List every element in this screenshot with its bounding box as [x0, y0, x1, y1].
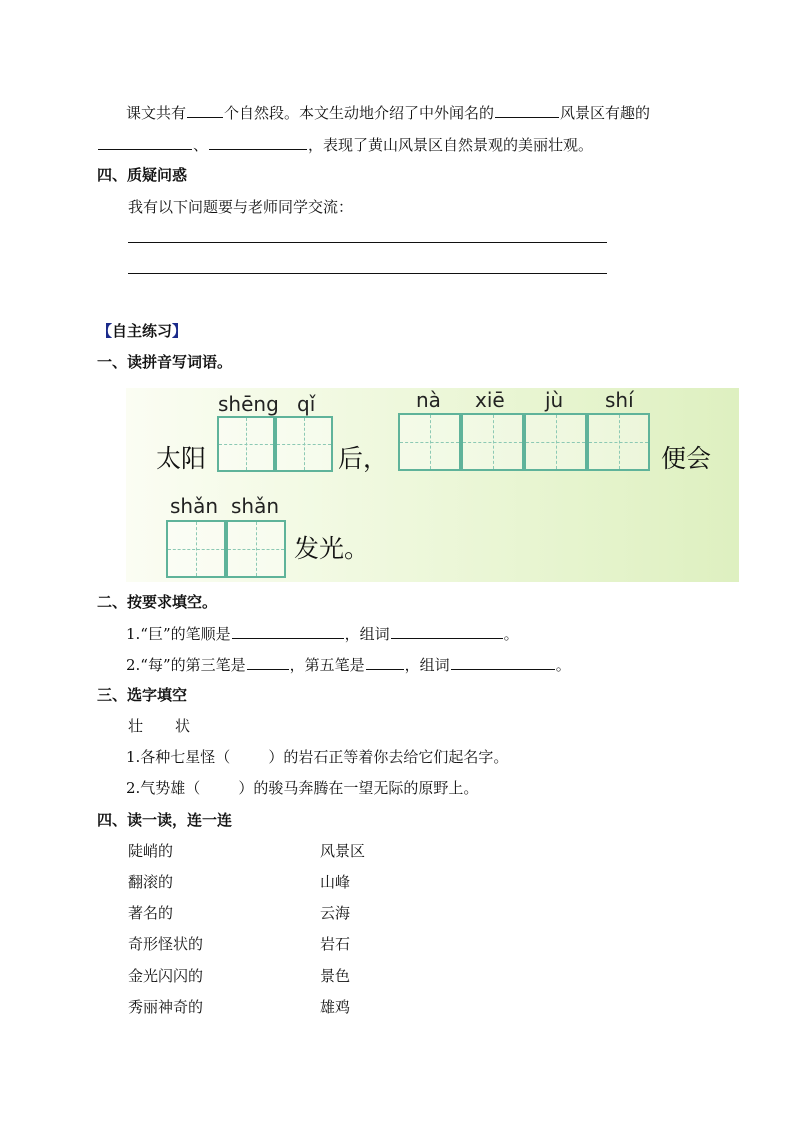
writing-box-qi[interactable]: [275, 416, 333, 472]
q2-item1-text-b: ，组词: [344, 625, 390, 643]
q2-item1-text-a: 1.“巨”的笔顺是: [126, 625, 231, 643]
blank-mei-word[interactable]: [451, 655, 555, 670]
blank-paragraph-count[interactable]: [187, 103, 223, 118]
pinyin-shi: shí: [605, 388, 634, 412]
writing-box-shan-2[interactable]: [226, 520, 286, 578]
questions-heading: 四、质疑问惑: [97, 166, 188, 184]
q2-item2-text-a: 2.“每”的第三笔是: [126, 656, 246, 674]
blank-mei-fifth-stroke[interactable]: [366, 655, 404, 670]
match-left-2[interactable]: 翻滚的: [128, 873, 174, 891]
pinyin-na: nà: [416, 388, 441, 412]
pinyin-shan-2: shǎn: [231, 494, 280, 518]
match-left-4[interactable]: 奇形怪状的: [128, 935, 204, 953]
q2-item1-text-c: 。: [503, 625, 519, 643]
intro-text-tail: ，表现了黄山风景区自然景观的美丽壮观。: [308, 136, 594, 154]
match-right-6[interactable]: 雄鸡: [320, 998, 351, 1016]
q3-item2-text-b: ）的骏马奔腾在一望无际的原野上。: [238, 779, 479, 797]
questions-prompt: 我有以下问题要与老师同学交流：: [128, 198, 354, 216]
intro-text-a: 课文共有: [126, 104, 187, 122]
blank-ju-stroke-order[interactable]: [232, 624, 344, 639]
match-left-1[interactable]: 陡峭的: [128, 842, 174, 860]
blank-mei-third-stroke[interactable]: [247, 655, 289, 670]
q2-heading: 二、按要求填空。: [97, 593, 218, 611]
pinyin-xie: xiē: [475, 388, 505, 412]
match-left-3[interactable]: 著名的: [128, 904, 174, 922]
blank-scenic-area[interactable]: [495, 103, 559, 118]
q2-item2-text-b: ，第五笔是: [289, 656, 365, 674]
match-right-1[interactable]: 风景区: [320, 842, 366, 860]
writing-box-xie[interactable]: [461, 413, 524, 471]
pinyin-shan-1: shǎn: [170, 494, 219, 518]
intro-text-b: 个自然段。本文生动地介绍了中外闻名的: [224, 104, 495, 122]
q2-item2-text-d: 。: [555, 656, 571, 674]
blank-ju-word[interactable]: [391, 624, 503, 639]
answer-line-1[interactable]: [128, 242, 607, 243]
q3-item1-text-b: ）的岩石正等着你去给它们起名字。: [268, 748, 509, 766]
blank-feature-1[interactable]: [98, 135, 192, 150]
match-right-2[interactable]: 山峰: [320, 873, 351, 891]
practice-title-text: 自主练习: [112, 322, 173, 340]
q3-item1-text-a: 1.各种七星怪（: [126, 748, 231, 766]
q3-choice-1: 壮: [128, 717, 144, 735]
practice-title-close: 】: [172, 322, 188, 340]
text-faguang: 发光。: [294, 534, 370, 563]
q4-heading: 四、读一读，连一连: [97, 811, 233, 829]
q3-item-1: [126, 748, 508, 766]
q1-heading: 一、读拼音写词语。: [97, 353, 233, 371]
pinyin-sheng: shēng: [218, 392, 279, 416]
pinyin-ju: jù: [545, 388, 564, 412]
match-left-6[interactable]: 秀丽神奇的: [128, 998, 204, 1016]
q3-item-2: [126, 779, 478, 797]
q2-item2-text-c: ，组词: [404, 656, 450, 674]
q3-heading: 三、选字填空: [97, 686, 188, 704]
writing-box-shi[interactable]: [587, 413, 650, 471]
text-bianhui: 便会: [661, 444, 712, 473]
writing-box-shan-1[interactable]: [166, 520, 226, 578]
writing-box-sheng[interactable]: [217, 416, 275, 472]
text-taiyang: 太阳: [156, 444, 207, 473]
intro-line-2: [97, 135, 593, 154]
q2-item-1: [126, 624, 519, 643]
answer-line-2[interactable]: [128, 273, 607, 274]
match-left-5[interactable]: 金光闪闪的: [128, 967, 204, 985]
writing-box-ju[interactable]: [524, 413, 587, 471]
text-hou: 后，: [338, 444, 389, 473]
pinyin-qi: qǐ: [297, 392, 316, 416]
q2-item-2: [126, 655, 571, 674]
q3-item2-text-a: 2.气势雄（: [126, 779, 201, 797]
match-right-4[interactable]: 岩石: [320, 935, 351, 953]
blank-feature-2[interactable]: [209, 135, 307, 150]
practice-title-open: 【: [97, 322, 113, 340]
intro-line-1: [126, 103, 650, 122]
match-right-3[interactable]: 云海: [320, 904, 351, 922]
intro-separator: 、: [193, 136, 209, 154]
practice-title: [97, 322, 187, 340]
intro-text-c: 风景区有趣的: [560, 104, 651, 122]
q3-choice-2: 状: [175, 717, 191, 735]
match-right-5[interactable]: 景色: [320, 967, 351, 985]
writing-box-na[interactable]: [398, 413, 461, 471]
